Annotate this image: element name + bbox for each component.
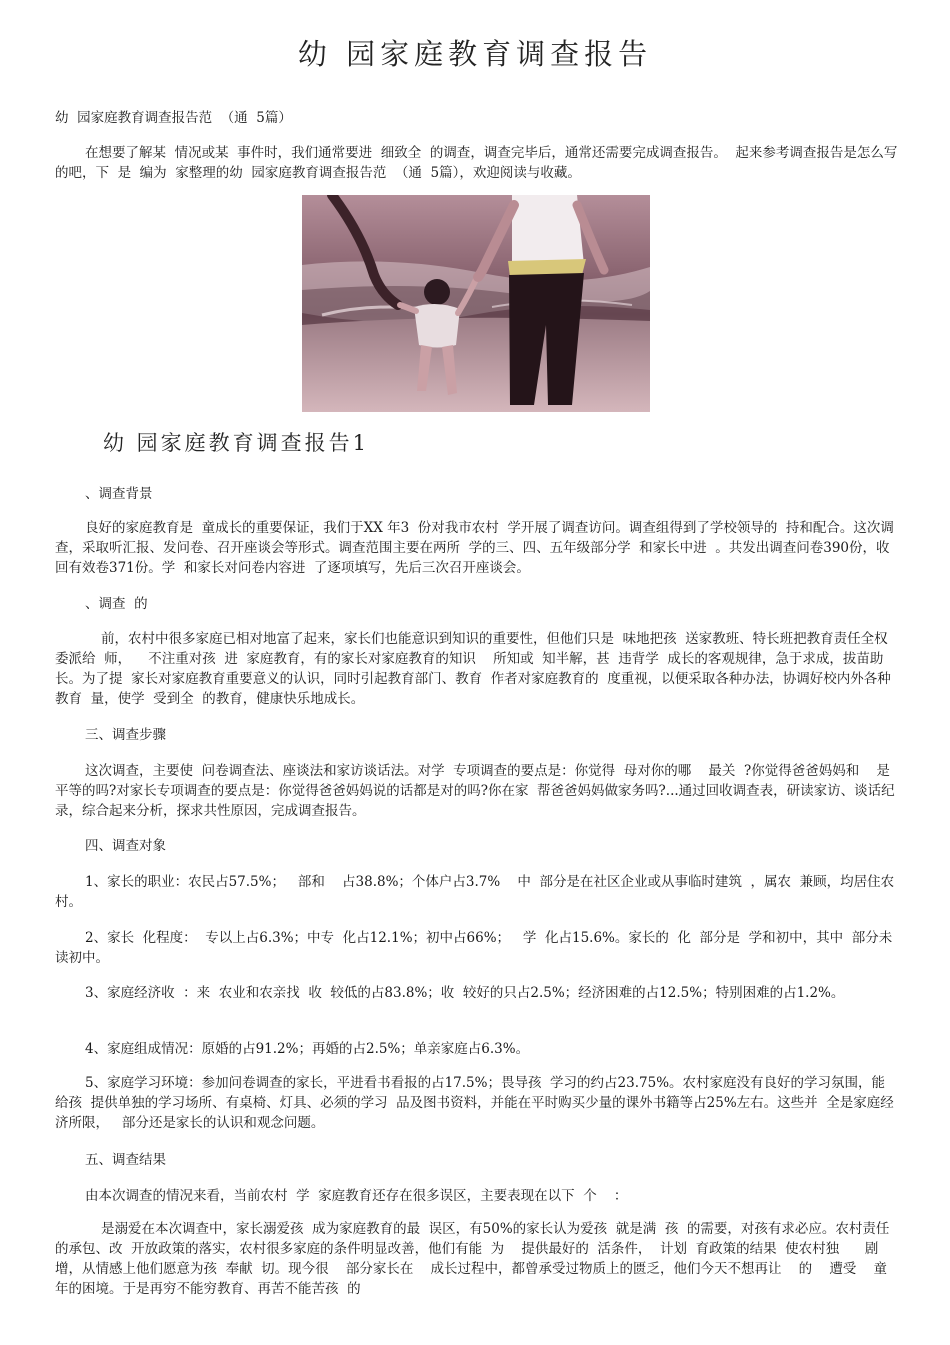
section-4-item-5: 5、家庭学习环境：参加问卷调查的家长，平进看书看报的占17.5%；畏导孩 学习的约占23.75%。农村家庭没有良好的学习氛围，能给孩 提供单独的学习场所、有桌椅、灯具、必须的学习 品及图书资料，并能在平时购买少量的课外书籍等占25%左右。这些并 全是家庭经济所限， 部分还是家长的认识和观念问题。 [55,1075,894,1131]
section-1-body: 良好的家庭教育是 童成长的重要保证，我们于XX 年3 份对我市农村 学开展了调查访问。调查组得到了学校领导的 持和配合。这次调查，采取听汇报、发问卷、召开座谈会等形式。调查范围主要在两所 学的三、四、五年级部分学 和家长中进 。共发出调查问卷390份，收回有效卷371份。学 和家长对问卷内容进 了逐项填写，先后三次召开座谈会。 [55,520,894,576]
family-beach-photo [302,195,650,412]
section-5-body-1: 由本次调查的情况来看，当前农村 学 家庭教育还存在很多误区，主要表现在以下 个 ： [85,1188,628,1204]
section-4-item-3: 3、家庭经济收 ：来 农业和农亲找 收 较低的占83.8%；收 较好的只占2.5%；经济困难的占12.5%；特别困难的占1.2%。 [85,985,845,1001]
section-1-title: 、调查背景 [85,486,153,502]
section-3-body: 这次调查，主要使 问卷调查法、座谈法和家访谈话法。对学 专项调查的要点是：你觉得 母对你的哪 最关 ?你觉得爸爸妈妈和 是平等的吗?对家长专项调查的要点是：你觉得爸爸妈妈说的话都是对的吗?你在家 帮爸爸妈妈做家务吗?...通过回收调查表，研读家访、谈话纪录，综合起来分析，探求共性原因，完成调查报告。 [55,763,895,819]
intro-paragraph: 在想要了解某 情况或某 事件时，我们通常要进 细致全 的调查，调查完毕后，通常还需要完成调查报告。 起来参考调查报告是怎么写的吧，下 是 编为 家整理的幼 园家庭教育调查报告范 （通 5篇），欢迎阅读与收藏。 [55,145,898,181]
section-3-title: 三、调查步骤 [85,727,166,743]
section-4-title: 四、调查对象 [85,838,166,854]
subtitle-line: 幼 园家庭教育调查报告范 （通 5篇） [55,110,292,126]
document-title: 幼 园家庭教育调查报告 [297,37,653,71]
section-4-item-4: 4、家庭组成情况：原婚的占91.2%；再婚的占2.5%；单亲家庭占6.3%。 [85,1041,530,1057]
report-heading: 幼 园家庭教育调查报告1 [103,431,370,455]
section-4-item-2: 2、家长 化程度： 专以上占6.3%；中专 化占12.1%；初中占66%； 学 化占15.6%。家长的 化 部分是 学和初中，其中 部分未读初中。 [55,930,893,966]
section-5-title: 五、调查结果 [85,1152,166,1168]
section-2-title: 、调查 的 [85,596,148,612]
section-4-item-1: 1、家长的职业：农民占57.5%； 部和 占38.8%；个体户占3.7% 中 部分是在社区企业或从事临时建筑 ，属农 兼顾，均居住农村。 [55,874,895,910]
section-5-body-2: 是溺爱在本次调查中，家长溺爱孩 成为家庭教育的最 误区，有50%的家长认为爱孩 就是满 孩 的需要，对孩有求必应。农村责任 的承包、改 开放政策的落实，农村很多家庭的条件明显改善，他们有能 为 提供最好的 活条件， 计划 育政策的结果 使农村独 剧增，从情感上他们愿意为孩 奉献 切。现今很 部分家长在 成长过程中，都曾承受过物质上的匮乏，他们今天不想再让 的 遭受 童年的困境。于是再穷不能穷教育、再苦不能苦孩 的 [55,1221,899,1297]
section-2-body: 前，农村中很多家庭已相对地富了起来，家长们也能意识到知识的重要性，但他们只是 味地把孩 送家教班、特长班把教育责任全权委派给 师， 不注重对孩 进 家庭教育，有的家长对家庭教育的知识 所知或 知半解，甚 违背学 成长的客观规律，急于求成，拔苗助长。为了提 家长对家庭教育重要意义的认识，同时引起教育部门、教育 作者对家庭教育的 度重视，以便采取各种办法，协调好校内外各种教育 量，使学 受到全 的教育，健康快乐地成长。 [55,631,891,707]
